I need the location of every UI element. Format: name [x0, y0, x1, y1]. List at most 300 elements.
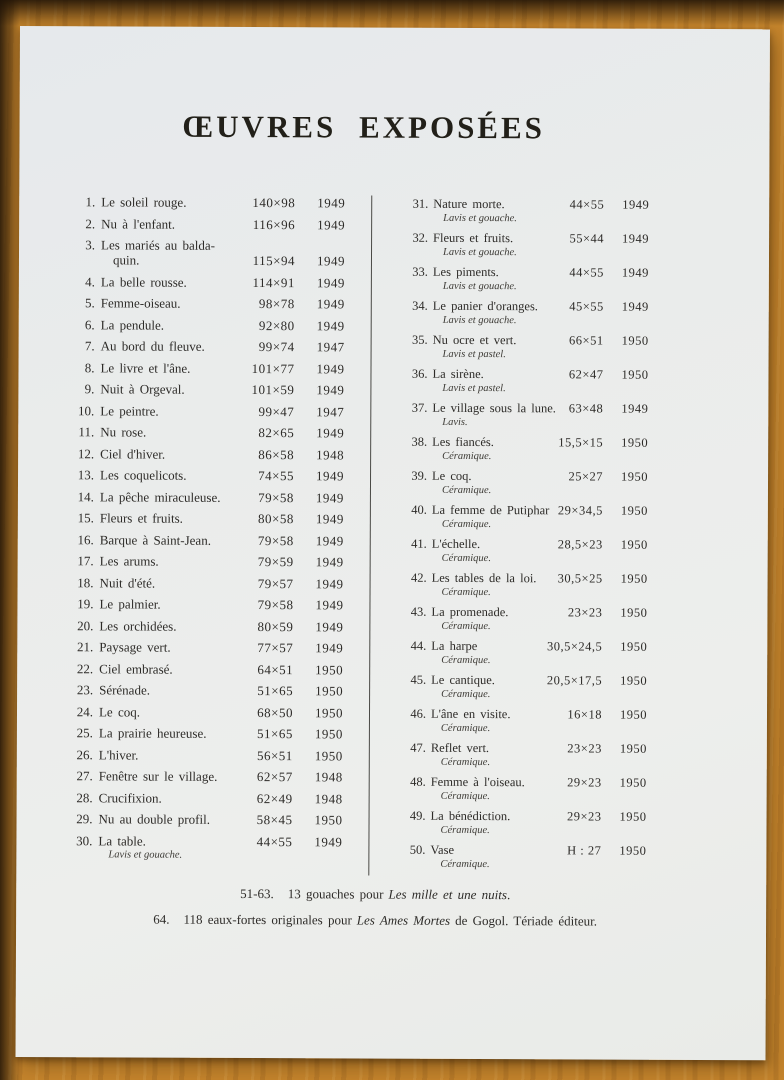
item-title-block [101, 295, 217, 311]
item-dimensions: 79×58 [258, 489, 294, 505]
item-year: 1948 [314, 769, 343, 785]
item-medium: Céramique. [441, 484, 492, 497]
catalog-row [64, 833, 342, 862]
item-number: 44. [410, 638, 427, 653]
item-title-block [101, 317, 217, 333]
item-dimensions: 64×51 [257, 661, 294, 677]
catalog-row [400, 264, 649, 294]
item-title: Nuit d'été. [99, 574, 156, 591]
item-title: L'hiver. [98, 746, 139, 763]
item-medium: Lavis et gouache. [442, 246, 517, 259]
item-title-block [431, 570, 537, 599]
item-medium: Céramique. [441, 620, 491, 633]
catalog-row [66, 510, 344, 526]
item-number: 8. [84, 359, 95, 375]
item-year: 1949 [317, 216, 346, 232]
item-dimensions: 99×74 [258, 339, 295, 355]
item-year: 1950 [619, 775, 647, 790]
item-dimensions: 99×47 [258, 403, 295, 419]
item-title: Fleurs et fruits. [99, 510, 183, 526]
item-title: La belle rousse. [100, 273, 187, 290]
item-number: 45. [410, 672, 427, 687]
item-number: 29. [76, 811, 93, 827]
item-number: 27. [76, 768, 93, 784]
item-year: 1949 [316, 296, 345, 312]
item-number: 46. [410, 706, 427, 721]
catalog-row [400, 230, 649, 260]
item-number: 6. [84, 316, 95, 332]
item-year: 1949 [315, 640, 344, 656]
item-title-block [100, 467, 216, 483]
item-dimensions: 101×59 [251, 382, 295, 398]
catalog-row [66, 360, 344, 376]
catalog-column-left [64, 194, 345, 875]
footer-entry-number: 51-63. [240, 885, 274, 902]
item-title-block [99, 488, 221, 505]
item-title-block [431, 740, 527, 769]
catalog-row [66, 467, 344, 483]
item-title: Ciel embrasé. [99, 660, 173, 677]
item-medium: Céramique. [441, 586, 491, 599]
item-number: 7. [84, 338, 95, 354]
footer-work-title: Les mille et une nuits [388, 886, 508, 903]
item-year: 1950 [621, 333, 649, 348]
catalog-row [65, 639, 343, 655]
item-number: 28. [76, 789, 93, 805]
item-title-block [101, 216, 217, 232]
item-title: Nu à l'enfant. [101, 215, 176, 232]
item-title-block [432, 298, 538, 327]
footer-line-eaux-fortes [104, 910, 646, 930]
item-number: 12. [77, 445, 95, 461]
item-title: Le soleil rouge. [101, 194, 187, 210]
item-dimensions: 30,5×24,5 [546, 639, 603, 654]
item-year: 1949 [315, 532, 344, 548]
item-title: La pêche miraculeuse. [99, 488, 221, 505]
catalog-row [66, 446, 344, 462]
item-year: 1949 [315, 511, 344, 527]
item-dimensions: 92×80 [258, 317, 295, 333]
catalog-row [399, 570, 648, 600]
catalog-row [400, 196, 649, 226]
item-number: 42. [410, 570, 427, 585]
item-dimensions: 23×23 [567, 741, 602, 756]
catalog-row [65, 811, 343, 827]
catalog-row [67, 338, 345, 354]
item-year: 1947 [316, 339, 345, 355]
item-title-block [431, 774, 527, 803]
item-title-block [99, 596, 215, 612]
item-number: 18. [77, 574, 94, 590]
item-title-block [431, 706, 527, 735]
item-year: 1950 [621, 367, 649, 382]
catalog-row [65, 682, 343, 698]
item-number: 22. [76, 660, 94, 676]
item-dimensions: 58×45 [256, 812, 293, 828]
catalog-row [67, 295, 345, 311]
item-number: 32. [412, 230, 429, 245]
item-title: Le coq. [98, 703, 141, 720]
catalog-row [65, 704, 343, 720]
catalog-row [67, 237, 345, 268]
catalog-columns [64, 194, 649, 877]
item-number: 1. [85, 194, 96, 210]
item-year: 1949 [316, 274, 345, 290]
item-title: Femme à l'oiseau. [430, 774, 525, 790]
item-medium: Lavis et gouache. [442, 280, 517, 293]
item-title-block [100, 532, 216, 548]
item-year: 1950 [619, 707, 648, 722]
item-number: 37. [411, 400, 428, 415]
item-title-block [100, 424, 216, 440]
item-title: Le peintre. [100, 402, 159, 419]
item-medium: Céramique. [441, 688, 491, 701]
item-title-block [99, 811, 215, 827]
catalog-page [16, 26, 770, 1060]
item-year: 1947 [316, 403, 345, 419]
catalog-row [65, 747, 343, 763]
item-title-block [99, 682, 215, 698]
item-medium: Céramique. [440, 722, 491, 735]
item-number: 3. [85, 237, 96, 253]
catalog-row [65, 725, 343, 741]
item-title: Nature morte. [433, 196, 505, 212]
item-title: La bénédiction. [430, 808, 511, 824]
item-number: 14. [77, 488, 94, 504]
catalog-row [400, 332, 649, 362]
item-dimensions: 115×94 [252, 253, 296, 269]
item-dimensions: 29×23 [566, 809, 602, 824]
item-medium: Céramique. [440, 756, 491, 769]
catalog-footer [64, 884, 646, 931]
catalog-row [398, 774, 647, 804]
item-title: Fleurs et fruits. [433, 230, 514, 246]
item-number: 16. [77, 531, 94, 547]
item-dimensions: 23×23 [567, 605, 603, 620]
catalog-row [399, 400, 648, 430]
item-year: 1949 [621, 401, 649, 416]
catalog-row [67, 216, 345, 232]
item-number: 4. [85, 273, 95, 289]
item-dimensions: 80×58 [257, 511, 294, 527]
item-title: Le livre et l'âne. [100, 359, 191, 376]
item-year: 1950 [314, 747, 343, 763]
item-year: 1950 [619, 843, 647, 858]
item-title: La prairie heureuse. [98, 725, 207, 741]
item-year: 1949 [316, 425, 345, 441]
item-dimensions: 30,5×25 [557, 571, 603, 586]
catalog-row [66, 424, 344, 440]
item-number: 19. [77, 596, 94, 612]
item-number: 21. [77, 639, 94, 655]
item-title-block [100, 446, 216, 462]
item-title: Nu rose. [100, 424, 147, 440]
item-dimensions: 77×57 [257, 640, 294, 656]
item-dimensions: 82×65 [258, 425, 295, 441]
item-year: 1949 [315, 618, 344, 634]
item-number: 39. [411, 468, 428, 483]
item-title: La femme de Putiphar [431, 502, 550, 518]
item-title-block [99, 790, 215, 806]
item-title: La promenade. [431, 604, 509, 620]
item-title-block [100, 510, 216, 526]
item-year: 1949 [622, 231, 650, 246]
item-title-block [98, 833, 214, 862]
item-dimensions: 29×23 [567, 775, 602, 790]
item-title: Vase [430, 842, 455, 857]
item-title: Les orchidées. [99, 617, 177, 634]
item-title-block [98, 768, 218, 784]
item-dimensions: 62×57 [256, 769, 293, 785]
item-number: 40. [411, 502, 427, 517]
item-title-block [100, 381, 216, 397]
item-medium: Lavis et gouache. [442, 314, 517, 327]
item-number: 13. [77, 467, 95, 483]
item-dimensions: 86×58 [258, 446, 295, 462]
page-title: ŒUVRES EXPOSÉES [182, 108, 546, 146]
item-medium: Lavis et gouache. [108, 848, 183, 861]
item-year: 1950 [620, 503, 648, 518]
item-number: 20. [77, 617, 94, 633]
item-title-block [100, 403, 216, 419]
item-title-block [432, 536, 528, 565]
item-number: 31. [412, 196, 429, 211]
item-year: 1950 [620, 639, 648, 654]
item-year: 1950 [620, 673, 648, 688]
item-year: 1950 [315, 661, 344, 677]
item-year: 1950 [619, 809, 647, 824]
catalog-row [398, 706, 647, 736]
item-year: 1950 [314, 812, 343, 828]
item-title: Le village sous la lune. [432, 400, 556, 416]
item-dimensions: 29×34,5 [557, 503, 603, 518]
item-year: 1950 [621, 435, 649, 450]
item-dimensions: 62×49 [256, 790, 293, 806]
item-dimensions: 80×59 [257, 618, 294, 634]
footer-work-title: Les Ames Mortes [356, 912, 451, 928]
item-title-block [433, 230, 529, 259]
catalog-row [399, 434, 648, 464]
item-number: 23. [76, 682, 94, 698]
item-medium: Céramique. [441, 654, 491, 667]
catalog-row [66, 575, 344, 591]
item-number: 10. [78, 402, 95, 418]
item-medium: Céramique. [441, 518, 492, 531]
item-number: 25. [76, 725, 93, 741]
item-title: Les fiancés. [432, 434, 494, 450]
item-title-block [100, 360, 216, 376]
catalog-row [65, 661, 343, 677]
item-dimensions: 140×98 [252, 195, 296, 211]
catalog-row [65, 768, 343, 784]
item-title-block [99, 639, 215, 655]
item-title: Les piments. [432, 264, 499, 280]
item-title-block [432, 366, 528, 395]
item-dimensions: 114×91 [252, 274, 295, 290]
item-number: 17. [77, 553, 94, 569]
item-title: Crucifixion. [98, 789, 162, 806]
item-dimensions: 66×51 [569, 333, 604, 348]
item-title: Le coq. [432, 468, 472, 483]
item-title: Paysage vert. [99, 639, 171, 655]
item-title-block [99, 618, 215, 634]
item-title-continued: quin. [112, 252, 140, 268]
catalog-row [399, 502, 648, 532]
catalog-row [65, 618, 343, 634]
item-title: Le panier d'oranges. [432, 298, 538, 314]
catalog-row [66, 403, 344, 419]
item-year: 1950 [314, 726, 343, 742]
catalog-column-right [368, 196, 649, 877]
item-title: L'échelle. [431, 536, 481, 552]
item-dimensions: 79×59 [257, 554, 294, 570]
catalog-row [66, 489, 344, 505]
catalog-row [65, 790, 343, 806]
item-number: 11. [78, 424, 95, 440]
item-year: 1949 [315, 489, 344, 505]
item-title: Barque à Saint-Jean. [99, 531, 212, 548]
item-dimensions: 116×96 [252, 216, 296, 232]
item-title: Les tables de la loi. [431, 570, 537, 586]
item-title-block [432, 468, 528, 497]
item-year: 1949 [316, 382, 345, 398]
item-dimensions: H : 27 [567, 843, 602, 858]
footer-text: 13 gouaches pour [287, 886, 384, 902]
item-year: 1949 [316, 253, 346, 269]
footer-text-end: . [506, 887, 511, 903]
item-title-block [99, 747, 215, 763]
item-number: 36. [411, 366, 428, 381]
item-title-block [100, 575, 216, 591]
item-number: 50. [409, 842, 426, 857]
item-title: Les coquelicots. [100, 467, 187, 483]
item-title: Reflet vert. [430, 740, 490, 756]
item-title: Nu au double profil. [98, 811, 210, 827]
catalog-row [65, 596, 343, 612]
item-title: La table. [98, 832, 146, 849]
item-title-block [101, 194, 217, 210]
item-title-block [100, 553, 216, 569]
item-dimensions: 79×58 [257, 532, 294, 548]
item-year: 1949 [317, 195, 346, 211]
item-year: 1950 [620, 571, 648, 586]
item-number: 34. [412, 298, 428, 313]
item-dimensions: 51×65 [257, 726, 293, 742]
footer-text: 118 eaux-fortes originales pour [183, 911, 352, 928]
catalog-row [67, 317, 345, 333]
item-title-block [430, 808, 526, 837]
item-year: 1949 [621, 265, 649, 280]
catalog-row [399, 468, 648, 498]
item-title: Le cantique. [431, 672, 495, 688]
catalog-row [398, 672, 647, 702]
item-number: 26. [76, 746, 93, 762]
item-year: 1949 [316, 360, 345, 376]
item-number: 2. [85, 215, 96, 231]
item-dimensions: 62×47 [568, 367, 604, 382]
item-medium: Céramique. [441, 552, 492, 565]
catalog-row [397, 808, 646, 838]
item-title: La sirène. [432, 366, 484, 382]
item-title-block [431, 638, 527, 667]
item-dimensions: 44×55 [569, 197, 605, 212]
item-dimensions: 28,5×23 [557, 537, 603, 552]
item-number: 30. [76, 832, 93, 848]
item-title: Sérénade. [99, 682, 151, 698]
item-year: 1950 [620, 537, 648, 552]
item-year: 1949 [314, 833, 343, 849]
item-title-block [101, 274, 217, 290]
footer-entry-number: 64. [153, 911, 170, 927]
item-title: L'âne en visite. [430, 706, 511, 722]
catalog-row [398, 604, 647, 634]
item-medium: Lavis et pastel. [442, 348, 506, 361]
item-dimensions: 98×78 [258, 296, 295, 312]
catalog-row [66, 532, 344, 548]
item-title: Les mariés au balda- [101, 237, 216, 253]
item-dimensions: 56×51 [256, 747, 293, 763]
item-title: Fenêtre sur le village. [98, 768, 218, 784]
item-medium: Céramique. [440, 790, 490, 803]
catalog-row [66, 553, 344, 569]
catalog-row [398, 740, 647, 770]
item-year: 1948 [316, 446, 345, 462]
item-dimensions: 20,5×17,5 [546, 673, 603, 688]
item-title-block [432, 400, 556, 429]
item-title: Le palmier. [99, 596, 161, 612]
catalog-row [397, 842, 646, 872]
catalog-row [399, 366, 648, 396]
item-dimensions: 79×57 [257, 575, 294, 591]
item-year: 1949 [621, 299, 649, 314]
item-dimensions: 63×48 [568, 401, 604, 416]
item-year: 1950 [620, 605, 648, 620]
item-year: 1949 [622, 197, 650, 212]
item-medium: Céramique. [440, 858, 490, 871]
item-title-block [433, 196, 529, 225]
item-number: 38. [411, 434, 428, 449]
item-title: Nu ocre et vert. [432, 332, 517, 348]
item-number: 49. [409, 808, 426, 823]
item-number: 24. [76, 703, 94, 719]
item-title-block [101, 237, 217, 268]
item-title-block [99, 725, 215, 741]
item-year: 1950 [315, 683, 344, 699]
item-year: 1950 [619, 741, 647, 756]
item-year: 1949 [316, 317, 345, 333]
item-dimensions: 16×18 [567, 707, 603, 722]
item-medium: Lavis et gouache. [443, 212, 517, 225]
item-title-block [99, 704, 215, 720]
item-dimensions: 44×55 [569, 265, 604, 280]
catalog-row [400, 298, 649, 328]
item-number: 48. [410, 774, 426, 789]
item-number: 47. [410, 740, 426, 755]
item-year: 1950 [314, 704, 344, 720]
item-title-block [99, 661, 215, 677]
item-dimensions: 44×55 [256, 833, 293, 849]
item-year: 1949 [315, 554, 344, 570]
item-dimensions: 25×27 [568, 469, 604, 484]
item-medium: Lavis et pastel. [442, 382, 506, 395]
item-year: 1949 [316, 468, 345, 484]
item-dimensions: 79×58 [257, 597, 294, 613]
footer-text-end: de Gogol. Tériade éditeur. [455, 912, 598, 929]
item-title: La harpe [431, 638, 478, 654]
item-number: 15. [77, 510, 94, 526]
item-medium: Céramique. [440, 824, 490, 837]
item-title-block [432, 434, 528, 463]
